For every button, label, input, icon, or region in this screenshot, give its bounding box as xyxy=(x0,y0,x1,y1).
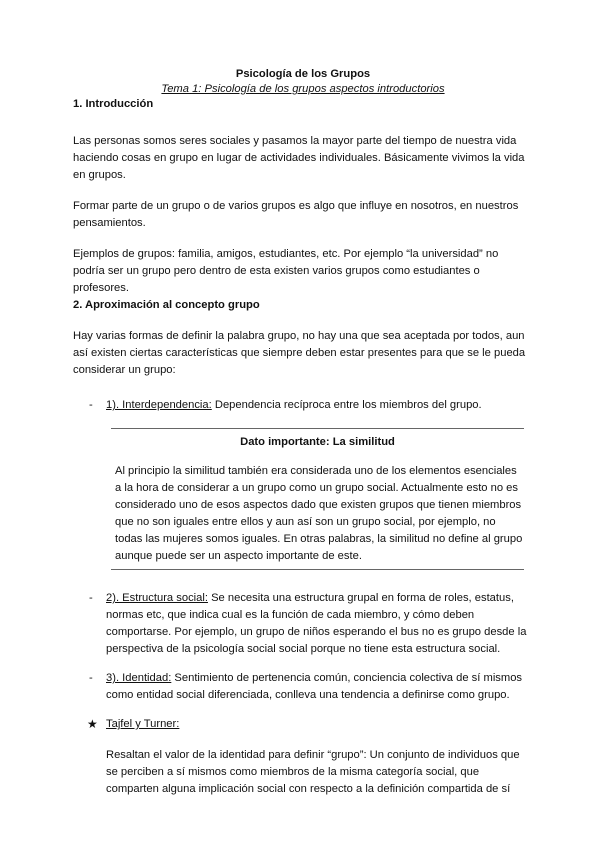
definition-identidad: Sentimiento de pertenencia común, conciencia colectiva de sí mismos como entidad social diferenciada, conlleva una tendencia a definirse como grupo. xyxy=(106,672,523,701)
paragraph-intro-3: Ejemplos de grupos: familia, amigos, estudiantes, etc. Por ejemplo “la universidad” no podría ser un grupo pero dentro de esta existen varios grupos como estudiantes o profesores. xyxy=(73,248,499,294)
document-title: Psicología de los Grupos xyxy=(235,68,371,80)
callout-text: Al principio la similitud también era considerada uno de los elementos esenciales a la hora de considerar a un grupo como un grupo social. Actualmente esto no es considerado uno de esos aspectos dado que existen grupos que tienen miembros que no son iguales entre ellos y aun así son un grupo social, por ejemplo, no todas las mujeres somos iguales. En otras palabras, la similitud no define al grupo aunque puede ser un aspecto importante de este. xyxy=(115,465,523,562)
callout-box xyxy=(111,428,524,570)
paragraph-tajfel-turner: Resaltan el valor de la identidad para definir “grupo”: Un conjunto de individuos que se perciben a sí mismos como miembros de la misma categoría social, que comparten alguna implicación social con respecto a la definición compartida de sí xyxy=(106,749,520,795)
document-subtitle: Tema 1: Psicología de los grupos aspectos introductorios xyxy=(161,83,445,95)
paragraph-intro-2: Formar parte de un grupo o de varios grupos es algo que influye en nosotros, en nuestros pensamientos. xyxy=(73,200,519,229)
term-identidad: 3). Identidad: xyxy=(106,672,172,684)
list-item-interdependencia xyxy=(73,397,533,414)
paragraph-intro-1: Las personas somos seres sociales y pasamos la mayor parte del tiempo de nuestra vida haciendo cosas en grupo en lugar de actividades individuales. Básicamente vivimos la vida en grupos. xyxy=(73,135,525,181)
list-item-identidad xyxy=(73,670,533,704)
star-icon: ★ xyxy=(87,717,98,731)
list-item-estructura-social xyxy=(73,590,533,658)
dash-marker: - xyxy=(89,399,93,411)
callout-top-divider xyxy=(111,428,524,429)
callout-bottom-divider xyxy=(111,569,524,570)
term-estructura-social: 2). Estructura social: xyxy=(106,592,208,604)
section-1-heading: 1. Introducción xyxy=(73,98,154,110)
star-item-tajfel-turner xyxy=(73,716,533,733)
document-page xyxy=(73,66,533,798)
definition-estructura-social: Se necesita una estructura grupal en forma de roles, estatus, normas etc, que indica cual es la función de cada miembro, y cómo deben comportarse. Por ejemplo, un grupo de niños esperando el bus no es grupo desde la perspectiva de la psicología social social porque no tiene esta estructura social. xyxy=(106,592,527,655)
term-interdependencia: 1). Interdependencia: xyxy=(106,399,212,411)
dash-marker: - xyxy=(89,672,93,684)
section-2-heading: 2. Aproximación al concepto grupo xyxy=(73,299,260,311)
paragraph-concept-intro: Hay varias formas de definir la palabra grupo, no hay una que sea aceptada por todos, aun así existen ciertas características que siempre deben estar presentes para que se le pueda considerar un grupo: xyxy=(73,330,526,376)
definition-interdependencia: Dependencia recíproca entre los miembros del grupo. xyxy=(211,399,482,411)
callout-title: Dato importante: La similitud xyxy=(240,436,395,448)
term-tajfel-turner: Tajfel y Turner: xyxy=(106,718,180,730)
dash-marker: - xyxy=(89,592,93,604)
